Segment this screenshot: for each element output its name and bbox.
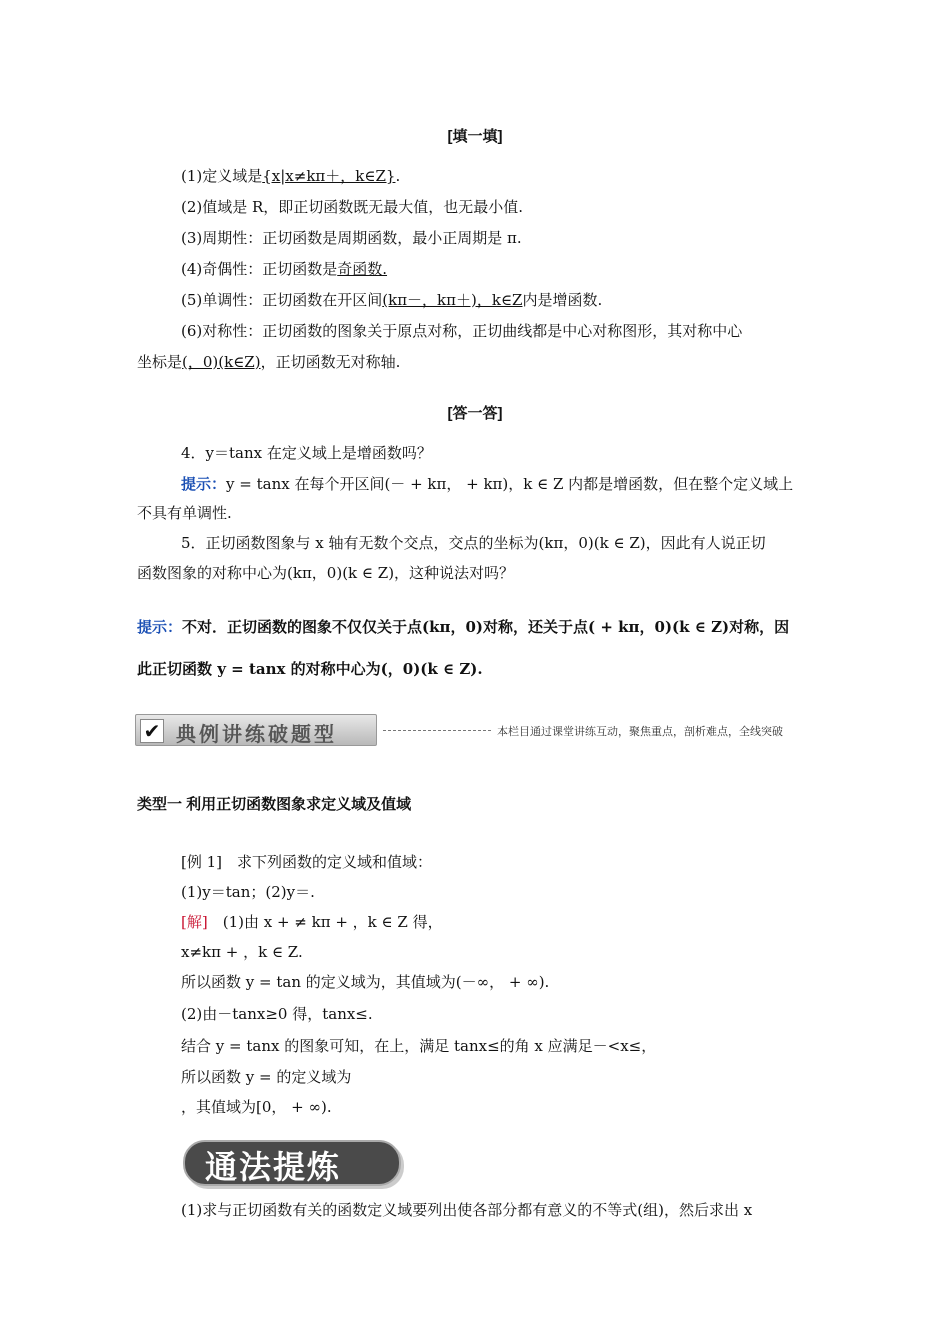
solution-step-5: 结合 y = tanx 的图象可知，在上，满足 tanx≤的角 x 应满足－<x≤， (181, 1037, 657, 1055)
summary-badge (183, 1136, 413, 1188)
example-items: (1)y＝tan；(2)y＝. (181, 883, 315, 901)
solution-step-7: ，其值域为[0， + ∞). (181, 1098, 332, 1116)
fill-parity: (4)奇偶性：正切函数是奇函数. (181, 260, 388, 278)
question-4: 4．y＝tanx 在定义域上是增函数吗？ (181, 444, 432, 462)
solution-step-4: (2)由－tanx≥0 得，tanx≤. (181, 1005, 373, 1023)
banner-divider (383, 730, 491, 731)
section-banner (135, 714, 807, 746)
banner-title: 典例讲练破题型 (176, 722, 337, 746)
hint-4-cont: 不具有单调性. (137, 504, 232, 522)
answer-heading: [答一答] (447, 405, 503, 422)
fill-symmetry: (6)对称性：正切函数的图象关于原点对称，正切曲线都是中心对称图形，其对称中心 (181, 322, 743, 340)
fill-period: (3)周期性：正切函数是周期函数，最小正周期是 π. (181, 229, 522, 247)
type-heading: 类型一 利用正切函数图象求定义域及值域 (137, 796, 412, 813)
example-title: [例 1] 求下列函数的定义域和值域： (181, 853, 433, 871)
solution-step-3: 所以函数 y = tan 的定义域为，其值域为(－∞， + ∞). (181, 973, 550, 991)
fill-domain: (1)定义域是{x|x≠kπ＋，k∈Z}. (181, 167, 401, 185)
check-icon: ✔ (140, 719, 164, 743)
solution-step-6: 所以函数 y = 的定义域为 (181, 1068, 352, 1086)
hint-5-cont: 此正切函数 y = tanx 的对称中心为(，0)(k ∈ Z). (137, 660, 483, 678)
fill-range: (2)值域是 R，即正切函数既无最大值，也无最小值. (181, 198, 524, 216)
hint-5: 提示：不对．正切函数的图象不仅仅关于点(kπ，0)对称，还关于点( + kπ，0)(k ∈ Z)对称，因 (137, 618, 790, 636)
fill-monotonic: (5)单调性：正切函数在开区间(kπ－，kπ＋)，k∈Z内是增函数. (181, 291, 603, 309)
question-5-cont: 函数图象的对称中心为(kπ，0)(k ∈ Z)，这种说法对吗？ (137, 564, 515, 582)
fill-heading: [填一填] (447, 128, 503, 145)
banner-note: 本栏目通过课堂讲练互动，聚焦重点，剖析难点，全线突破 (497, 725, 783, 738)
banner-box (135, 714, 377, 746)
question-5: 5．正切函数图象与 x 轴有无数个交点，交点的坐标为(kπ，0)(k ∈ Z)，因此有人说正切 (181, 534, 766, 552)
hint-4: 提示：y = tanx 在每个开区间(－ + kπ， + kπ)，k ∈ Z 内都是增函数，但在整个定义域上 (181, 475, 794, 493)
summary-text: (1)求与正切函数有关的函数定义域要列出使各部分都有意义的不等式(组)，然后求出 x (181, 1201, 753, 1219)
summary-title: 通法提炼 (205, 1148, 342, 1186)
fill-symmetry-cont: 坐标是(，0)(k∈Z)，正切函数无对称轴. (137, 353, 401, 371)
solution-step-1: [解] (1)由 x + ≠ kπ + ，k ∈ Z 得， (181, 913, 443, 931)
solution-step-2: x≠kπ + ，k ∈ Z. (181, 943, 303, 961)
